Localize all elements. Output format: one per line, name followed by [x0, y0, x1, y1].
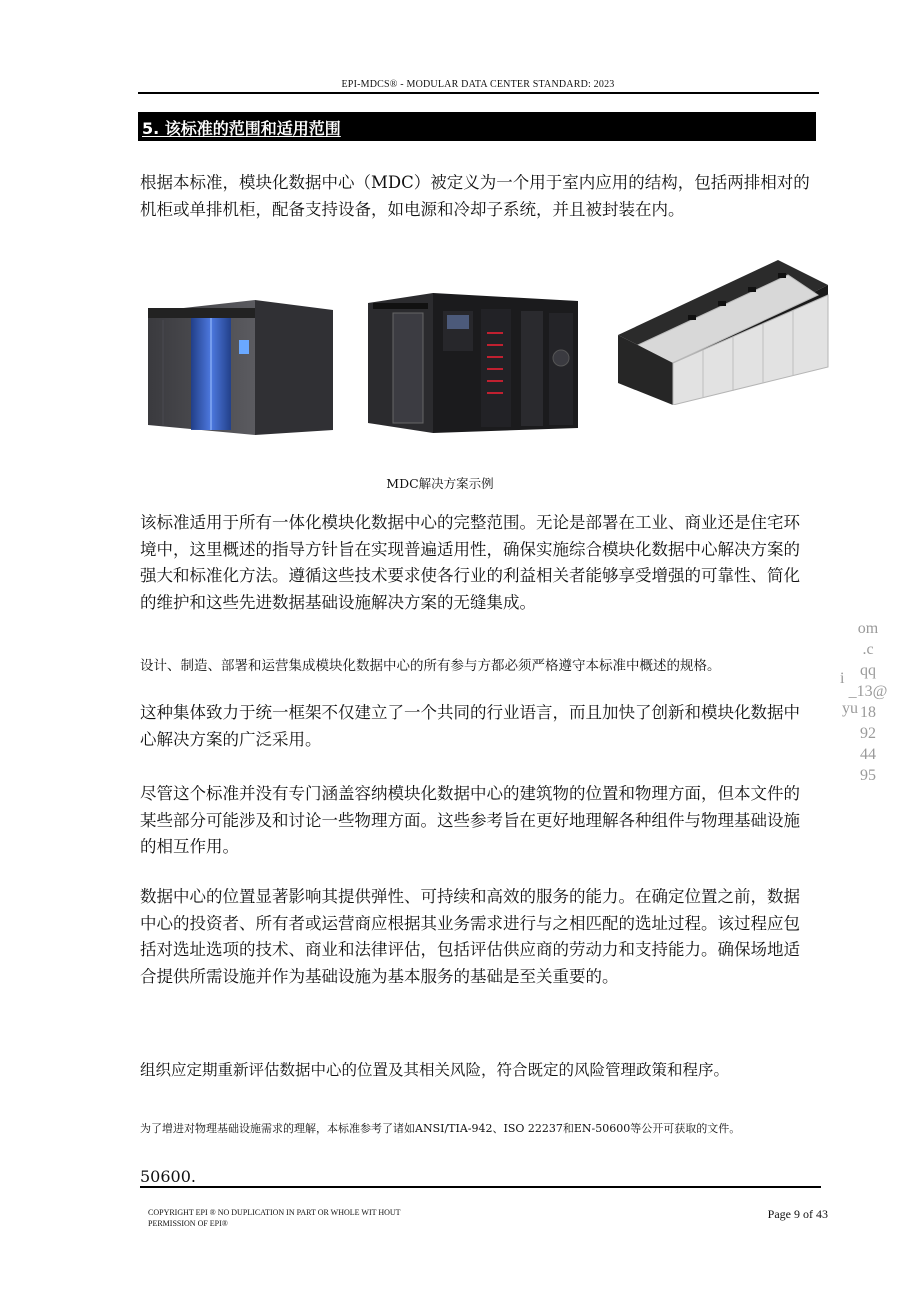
reference-number: 50600.	[140, 1167, 196, 1186]
mdc-photo-aisle	[618, 255, 830, 405]
side-watermark-fragment: yu	[842, 700, 858, 717]
side-watermark-line: 95	[860, 767, 876, 784]
mdc-photo-racks	[363, 283, 583, 445]
section-heading-bar	[138, 112, 816, 141]
side-watermark-line: _13@	[848, 683, 888, 700]
paragraph-compliance: 设计、制造、部署和运营集成模块化数据中心的所有参与方都必须严格遵守本标准中概述的规格。	[140, 658, 721, 674]
paragraph-applicability: 该标准适用于所有一体化模块化数据中心的完整范围。无论是部署在工业、商业还是住宅环境中，这里概述的指导方针旨在实现普遍适用性，确保实施综合模块化数据中心解决方案的强大和标准化方法。遵循这些技术要求使各行业的利益相关者能够享受增强的可靠性、简化的维护和这些先进数据基础设施解决方案的无缝集成。	[140, 513, 800, 612]
header-rule	[138, 92, 819, 94]
footer-rule	[140, 1186, 821, 1188]
side-watermark-line: 92	[860, 725, 876, 742]
paragraph-definition: 根据本标准，模块化数据中心（MDC）被定义为一个用于室内应用的结构，包括两排相对的机柜或单排机柜，配备支持设备，如电源和冷却子系统，并且被封装在内。	[140, 173, 810, 219]
footer-page-number: Page 9 of 43	[767, 1207, 828, 1221]
paragraph-risk-review: 组织应定期重新评估数据中心的位置及其相关风险，符合既定的风险管理政策和程序。	[140, 1061, 730, 1079]
figure-caption: MDC解决方案示例	[386, 476, 494, 491]
side-watermark-fragment: i	[840, 670, 845, 687]
side-watermark-line: .c	[862, 641, 874, 658]
paragraph-collective-effort: 这种集体致力于统一框架不仅建立了一个共同的行业语言，而且加快了创新和模块化数据中心解决方案的广泛采用。	[140, 703, 800, 749]
paragraph-site-location: 数据中心的位置显著影响其提供弹性、可持续和高效的服务的能力。在确定位置之前，数据中心的投资者、所有者或运营商应根据其业务需求进行与之相匹配的选址过程。该过程应包括对选址选项的技术、商业和法律评估，包括评估供应商的劳动力和支持能力。确保场地适合提供所需设施并作为基础设施为基本服务的基础是至关重要的。	[140, 887, 800, 986]
section-title: 5. 该标准的范围和适用范围	[142, 119, 341, 138]
side-watermark-line: om	[857, 620, 879, 637]
paragraph-building-scope: 尽管这个标准并没有专门涵盖容纳模块化数据中心的建筑物的位置和物理方面，但本文件的某些部分可能涉及和讨论一些物理方面。这些参考旨在更好地理解各种组件与物理基础设施的相互作用。	[140, 784, 800, 856]
page-header-title: EPI-MDCS® - MODULAR DATA CENTER STANDARD: 2023	[341, 79, 615, 90]
paragraph-references: 为了增进对物理基础设施需求的理解，本标准参考了诸如ANSI/TIA-942、ISO 22237和EN-50600等公开可获取的文件。	[140, 1122, 741, 1135]
side-watermark-line: qq	[860, 662, 876, 679]
side-watermark-line: 44	[860, 746, 876, 763]
side-watermark-line: 18	[860, 704, 876, 721]
footer-copyright: COPYRIGHT EPI ® NO DUPLICATION IN PART OR WHOLE WIT HOUT PERMISSION OF EPI®	[148, 1208, 401, 1228]
mdc-photo-containment	[143, 290, 343, 440]
